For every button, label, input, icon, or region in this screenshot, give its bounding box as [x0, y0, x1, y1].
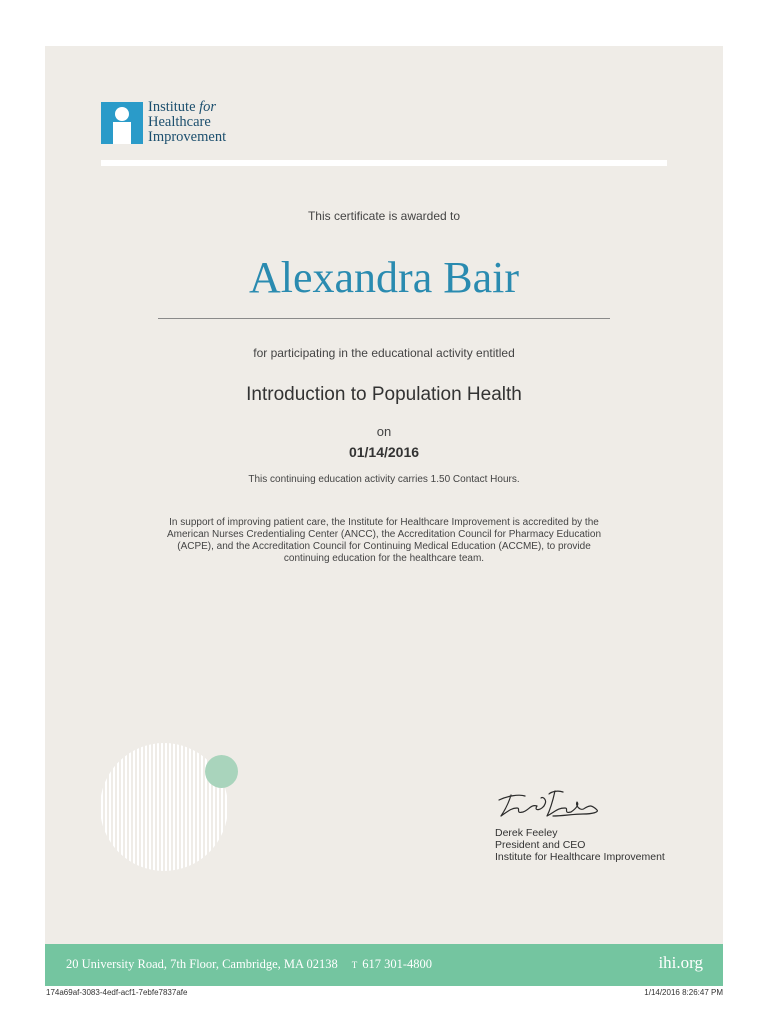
signatory-title: President and CEO: [495, 839, 586, 851]
stripe: [157, 743, 159, 871]
stripe: [125, 743, 127, 871]
stripe: [177, 743, 179, 871]
footer-contact: [66, 957, 432, 972]
stripe: [181, 743, 183, 871]
stripe: [153, 743, 155, 871]
awarded-text: This certificate is awarded to: [307, 209, 461, 223]
activity-title: Introduction to Population Health: [246, 384, 522, 405]
signatory-organization: Institute for Healthcare Improvement: [495, 851, 665, 863]
accreditation-statement: In support of improving patient care, the Institute for Healthcare Improvement is accredited by the American Nurses Credentialing Center (ANCC), the Accreditation Council for Pharmacy Education (ACPE), and the Accreditation Council for Continuing Medical Education (ACCME), to provide continuing education for the healthcare team.: [166, 517, 602, 564]
stripe: [105, 743, 107, 871]
stripe: [101, 743, 103, 871]
logo-wordmark: [148, 100, 288, 145]
footer-address: 20 University Road, 7th Floor, Cambridge, MA 02138: [66, 957, 338, 971]
stripe: [201, 743, 203, 871]
stripe: [129, 743, 131, 871]
stripe: [121, 743, 123, 871]
signatory-block: [495, 827, 665, 863]
logo-word-healthcare: Healthcare: [148, 114, 211, 130]
stripe: [165, 743, 167, 871]
stripe: [161, 743, 163, 871]
stripe: [137, 743, 139, 871]
footer-bar: [45, 944, 723, 986]
participating-text: for participating in the educational activity entitled: [253, 346, 515, 360]
stripe: [169, 743, 171, 871]
on-label: on: [376, 424, 392, 439]
completion-date: 01/14/2016: [348, 444, 420, 460]
ihi-logo-icon: [101, 102, 143, 144]
contact-hours-text: This continuing education activity carries 1.50 Contact Hours.: [248, 474, 520, 485]
stripe: [113, 743, 115, 871]
logo-word-for: for: [199, 99, 217, 115]
stripe: [197, 743, 199, 871]
stripe: [117, 743, 119, 871]
phone-icon: T: [351, 960, 358, 970]
stripe: [189, 743, 191, 871]
green-dot-decoration: [205, 755, 238, 788]
name-underline: [158, 318, 610, 319]
print-timestamp: 1/14/2016 8:26:47 PM: [644, 988, 723, 997]
stripe: [109, 743, 111, 871]
signature-image: [493, 786, 605, 826]
recipient-name: Alexandra Bair: [249, 253, 519, 302]
header-divider: [101, 160, 667, 166]
stripe: [193, 743, 195, 871]
stripe: [149, 743, 151, 871]
stripe: [141, 743, 143, 871]
footer-phone: 617 301-4800: [362, 957, 433, 971]
stripe: [185, 743, 187, 871]
footer-website[interactable]: ihi.org: [658, 953, 703, 972]
stripe: [133, 743, 135, 871]
certificate: [45, 46, 723, 986]
document-id: 174a69af-3083-4edf-acf1-7ebfe7837afe: [46, 988, 188, 997]
stripe: [173, 743, 175, 871]
logo-word-improvement: Improvement: [148, 129, 227, 145]
signatory-name: Derek Feeley: [495, 827, 558, 839]
stripe: [145, 743, 147, 871]
logo-word-institute: Institute: [148, 99, 196, 115]
